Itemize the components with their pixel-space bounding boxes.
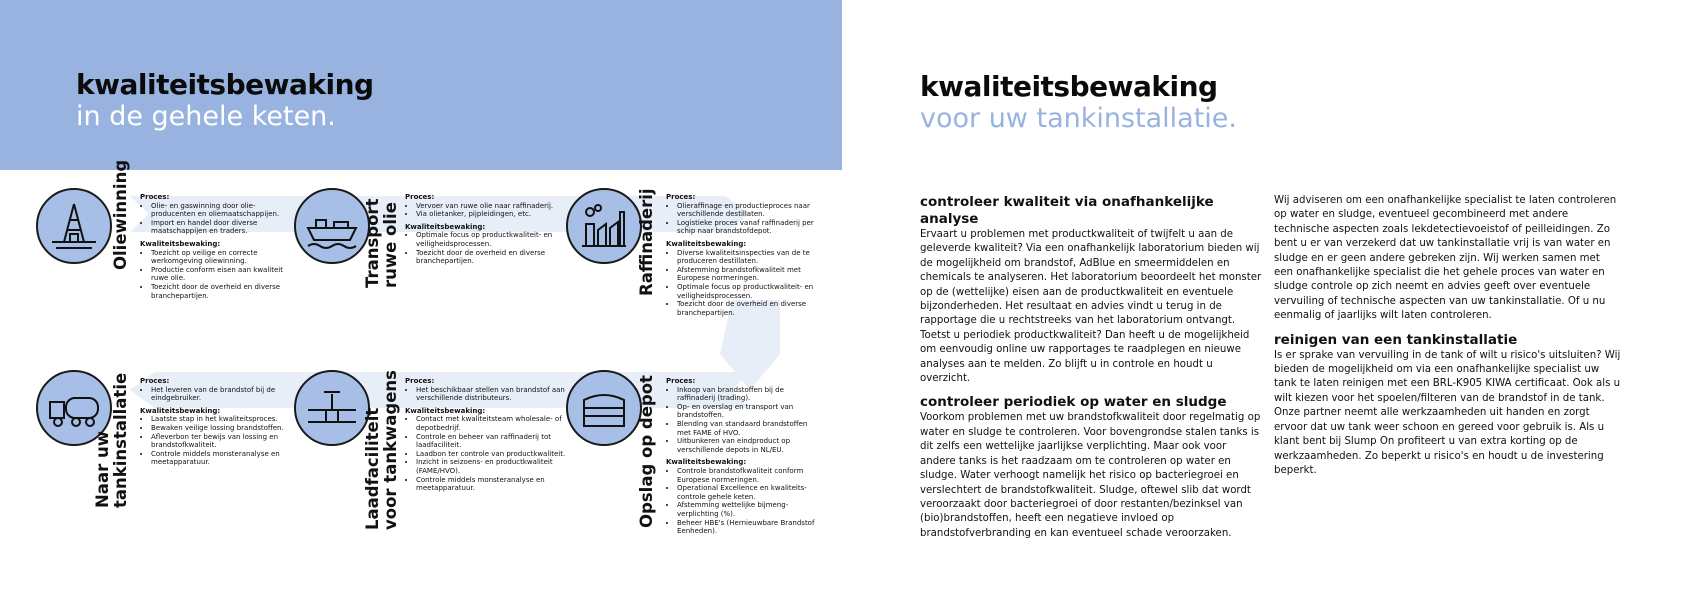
- left-subtitle: in de gehele keten.: [76, 101, 336, 132]
- stage-transport-text: Proces: • Vervoer van ruwe olie naar raffinaderij. • Via olietanker, pijpleidingen, etc. Kwaliteitsbewaking: • Optimale focus op productkwaliteit- en veiligheidsprocessen. • Toezicht door de overheid en diverse branchepartijen.: [405, 193, 583, 270]
- oil-rig-icon: [46, 198, 102, 254]
- stage-laadfaciliteit-circle: [294, 370, 370, 446]
- stage-oliewinning-text: Proces: • Olie- en gaswinning door olie-producenten en oliemaatschappijen. • Import en handel door diverse maatschappijen en traders. Kwaliteitsbewaking: • Toezicht op veilige en correcte werkomgeving oliewinning. • Productie conform eisen aan kwaliteit ruwe olie. • Toezicht door de overheid en diverse branchepartijen.: [140, 193, 285, 304]
- section-heading-analyse: controleer kwaliteit via onafhankelijke analyse: [920, 194, 1214, 227]
- storage-tank-icon: [576, 380, 632, 436]
- stage-laadfaciliteit-text: Proces: • Het beschikbaar stellen van brandstof aan verschillende distributeurs. Kwaliteitsbewaking: • Contact met kwaliteitsteam wholesale- of depotbedrijf. • Controle en beheer van raffinaderij tot laadfaciliteit. • Laadbon ter controle van productkwaliteit. • Inzicht in seizoens- en productkwaliteit (FAME/HVO). • Controle middels monsteranalyse en meetapparatuur.: [405, 377, 575, 497]
- stage-depot-text: Proces: • Inkoop van brandstoffen bij de raffinaderij (trading). • Op- en overslag en transport van brandstoffen. • Blending van standaard brandstoffen met FAME of HVO. • Uitbunkeren van eindproduct op verschillende depots in NL/EU. Kwaliteitsbewaking: • Controle brandstofkwaliteit conform Europese normeringen. • Operational Excellence en kwaliteits-controle gehele keten. • Afstemming wettelijke bijmeng-verplichting (%). • Beheer HBE's (Hernieuwbare Brandstof Eenheden).: [666, 377, 816, 540]
- section-heading-water-sludge: controleer periodiek op water en sludge: [920, 394, 1227, 411]
- section-body-reinigen: Is er sprake van vervuiling in de tank of wilt u risico's uitsluiten? Wij bieden de mogelijkheid om via een onafhankelijke specialist uw tank te laten reinigen met een BRL-K905 KIWA certificaat. Ook als u wilt kiezen voor het spoelen/filteren van de brandstof in de tank. Onze partner neemt alle werkzaamheden uit handen en zorgt ervoor dat uw tank weer schoon en gereed voor gebruik is. Als u klant bent bij Slump On profiteert u van extra korting op de werkzaamheden. Zo beperkt u risico's en houdt u de investering beperkt.: [1274, 349, 1621, 476]
- stage-depot-circle: [566, 370, 642, 446]
- stage-tankinstallatie-text: Proces: • Het leveren van de brandstof bij de eindgebruiker. Kwaliteitsbewaking: • Laatste stap in het kwaliteitsproces. • Bewaken veilige lossing brandstoffen. • Afleverbon ter bewijs van lossing en brandstofkwaliteit. • Controle middels monsteranalyse en meetapparatuur.: [140, 377, 290, 471]
- right-column-2: [1274, 194, 1622, 486]
- right-title: kwaliteitsbewaking: [920, 70, 1218, 103]
- stage-oliewinning-circle: [36, 188, 112, 264]
- refinery-icon: [576, 198, 632, 254]
- left-title: kwaliteitsbewaking: [76, 68, 374, 101]
- tanker-ship-icon: [304, 198, 360, 254]
- right-column-1: [920, 194, 1262, 549]
- stage-raffinaderij-circle: [566, 188, 642, 264]
- section-heading-reinigen: reinigen van een tankinstallatie: [1274, 331, 1518, 348]
- stage-transport-circle: [294, 188, 370, 264]
- stage-raffinaderij-text: Proces: • Olieraffinage en productieproces naar verschillende destillaten. • Logistieke proces vanaf raffinaderij per schip naar brandstofdepot. Kwaliteitsbewaking: • Diverse kwaliteitsinspecties van de te produceren destillaten. • Afstemming brandstofkwaliteit met Europese normeringen. • Optimale focus op productkwaliteit- en veiligheidsprocessen. • Toezicht door de overheid en diverse branchepartijen.: [666, 193, 816, 321]
- right-subtitle: voor uw tankinstallatie.: [920, 103, 1237, 134]
- section-body-advies: Wij adviseren om een onafhankelijke specialist te laten controleren op water en sludge, eventueel gecombineerd met andere technische aspecten zoals lekdetectievoeistof of peilleidingen. Zo bent u er van verzekerd dat uw tankinstallatie vrij is van water en sludge en er geen andere gebreken zijn. Wij werken samen met een onafhankelijke specialist die het gehele proces van water en sludge controle op zich neemt en advies geeft over eventuele vervuiling of technische aspecten van uw tankinstallatie. Of u nu eenmalig of jaarlijks wilt laten controleren.: [1274, 195, 1617, 322]
- section-body-analyse: Ervaart u problemen met productkwaliteit of twijfelt u aan de geleverde kwaliteit? Via een onafhankelijk laboratorium bieden wij de mogelijkheid om brandstof, AdBlue en smeermiddelen en chemicals te analyseren. Het laboratorium beoordeelt het monster op de (wettelijke) eisen aan de productkwaliteit en eventuele bijzonderheden. Het resultaat en advies vindt u terug in de rapportage die u rechtstreeks van het laboratorium ontvangt. Toetst u periodiek productkwaliteit? Dan heeft u de mogelijkheid om eenvoudig online uw rapportages te raadplegen en nieuwe analyses aan te melden. Zo blijft u in controle en houdt u overzicht.: [920, 229, 1262, 385]
- section-body-water-sludge: Voorkom problemen met uw brandstofkwaliteit door regelmatig op water en sludge te controleren. Voor bovengrondse stalen tanks is dit zelfs een wettelijke jaarlijkse verplichting. Maar ook voor andere tanks is het raadzaam om te controleren op water en sludge. Water verhoogt namelijk het risico op bacteriegroei en verslechtert de brandstofkwaliteit. Sludge, oftewel slib dat wordt veroorzaakt door bacteriegroei of door restanten/bezinksel van (bio)brandstoffen, heeft een negatieve invloed op brandstofverbranding en kan eventueel schade veroorzaken.: [920, 412, 1261, 539]
- valve-pipe-icon: [304, 380, 360, 436]
